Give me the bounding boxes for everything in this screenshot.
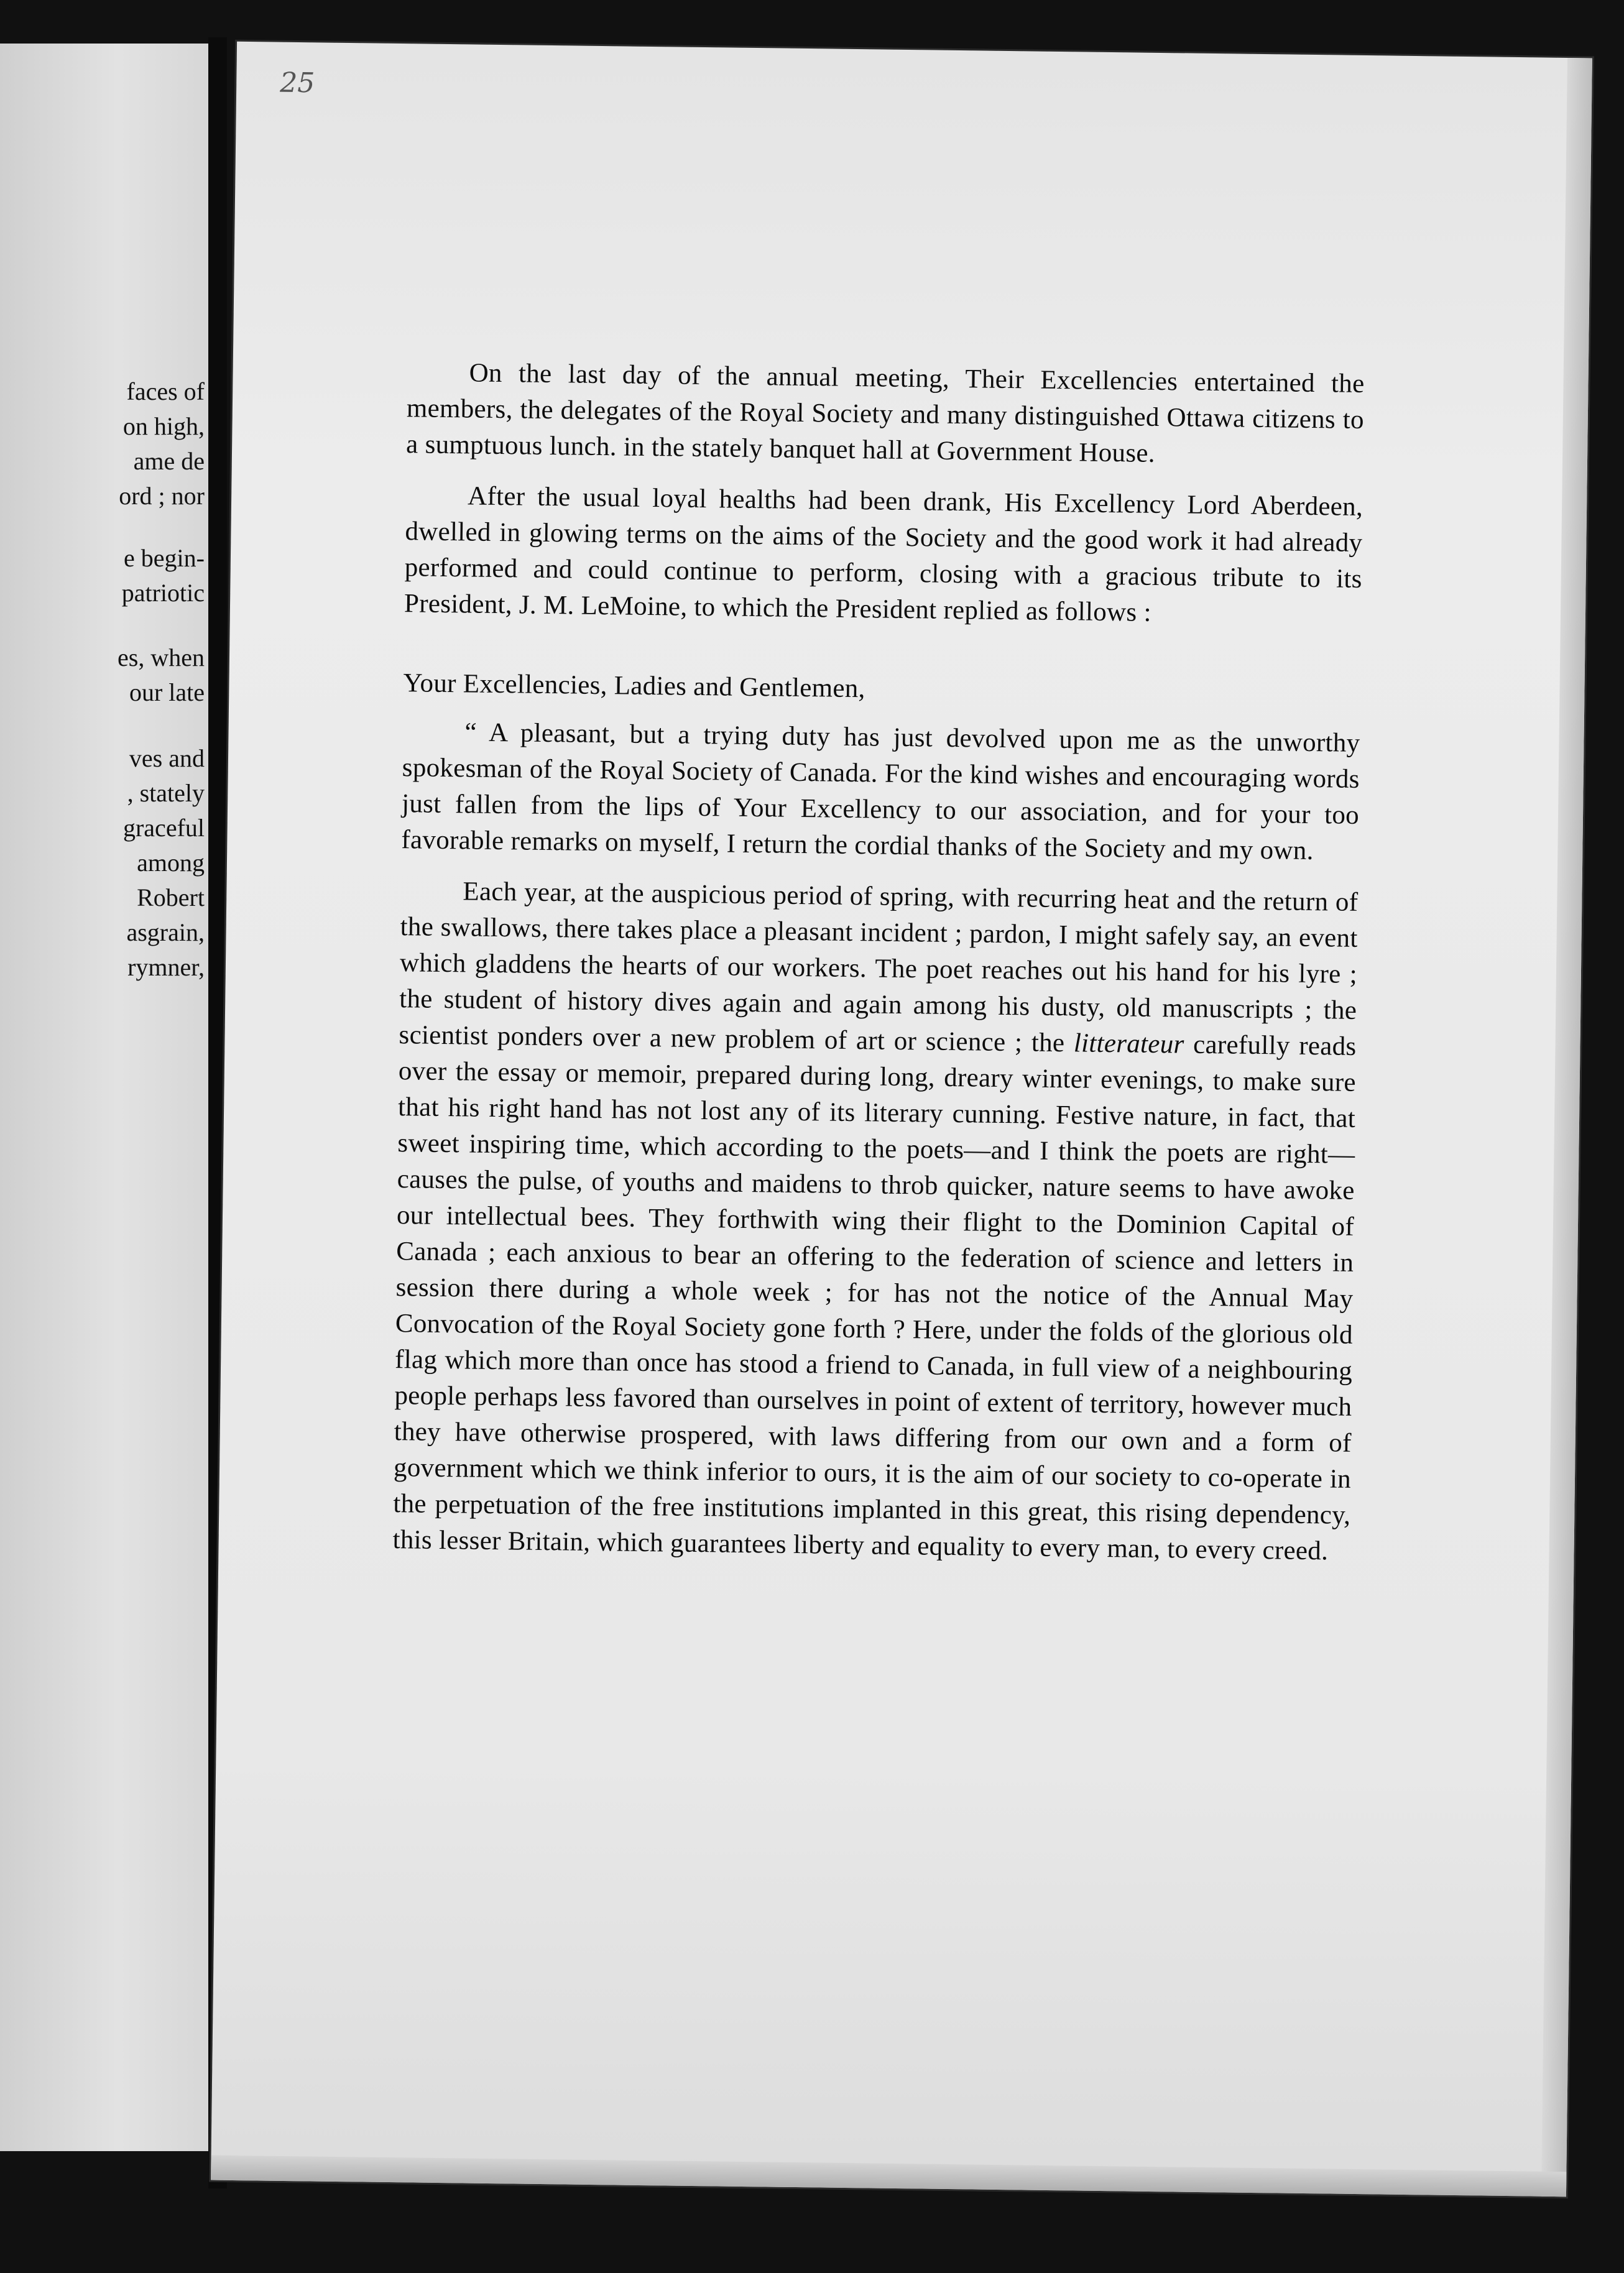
handwritten-page-number: 25 [279,67,315,99]
left-page-fragment: our late [129,678,205,706]
body-text [392,354,1365,1570]
italic-term: litterateur [1073,1028,1184,1059]
left-page-fragment: es, when [118,643,205,671]
paragraph-text: Each year, at the auspicious period of spring, with recurring heat and the return of the swallows, there takes place a pleasant incident ; pardon, I might safely say, an event which gladdens the hearts of our workers. The poet reaches out his hand for his lyre ; the student of history dives again and again among his dusty, old manuscripts ; the scientist ponders over a new problem of art or science ; the [399,877,1359,1058]
left-page-fragment: ord ; nor [119,482,205,510]
document-page [211,42,1592,2197]
paragraph: “ A pleasant, but a trying duty has just devolved upon me as the unworthy spokesman of the Royal Society of Canada. For the kind wishes and encouraging words just fallen from the lips of Your Excellency to our association, and for your too favorable remarks on myself, I return the cordial thanks of the Society and my own. [401,717,1360,866]
left-page-fragment: patriotic [121,579,205,607]
left-page-fragment: e begin- [124,544,205,572]
left-page-fragment: asgrain, [126,918,205,946]
left-page-fragment: , stately [127,779,205,807]
paragraph: On the last day of the annual meeting, Their Excellencies entertained the members, the delegates of the Royal Society and many distinguished Ottawa citizens to a sumptuous lunch. in the stately banquet hall at Government House. [405,358,1365,468]
left-page-fragment: faces of [126,377,205,405]
left-page-fragment: Robert [137,883,205,911]
salutation: Your Excellencies, Ladies and Gentlemen, [403,668,865,704]
left-page-fragment: among [137,849,205,877]
left-page-fragment: ves and [129,744,205,772]
left-page-fragment: ame de [133,447,205,475]
paragraph: After the usual loyal healths had been drank, His Excellency Lord Aberdeen, dwelled in glowing terms on the aims of the Society and the good work it had already performed and could continue to perform, closing with a gracious tribute to its President, J. M. LeMoine, to which the President replied as follows : [404,481,1363,627]
left-page-fragment: graceful [122,814,205,842]
page-edge [211,2155,1566,2197]
left-page-fragment: rymner, [127,953,205,981]
paragraph [392,873,1358,1570]
left-page-fragment: on high, [122,412,205,440]
left-facing-page [0,44,215,2151]
paragraph-text: carefully reads over the essay or memoir, prepared during long, dreary winter evenings, to make sure that his right hand has not lost any of its literary cunning. Festive nature, in fact, that sweet inspiring time, which according to the poets—and I think the poets are right—causes the pulse, of youths and maidens to throb quicker, nature seems to have awoke our intellectual bees. They forthwith wing their flight to the Dominion Capital of Canada ; each anxious to bear an offering to the federation of science and letters in session there during a whole week ; for has not the notice of the Annual May Convocation of the Royal Society gone forth ? Here, under the folds of the glorious old flag which more than once has stood a friend to Canada, in full view of a neighbouring people perhaps less favored than ourselves in point of extent of territory, however much they have otherwise prospered, with laws differing from our own and a form of government which we think inferior to ours, it is the aim of our society to co-operate in the perpetuation of the free institutions implanted in this great, this rising dependency, this lesser Britain, which guarantees liberty and equality to every man, to every creed. [392,1030,1357,1566]
page-edge [1541,58,1592,2197]
